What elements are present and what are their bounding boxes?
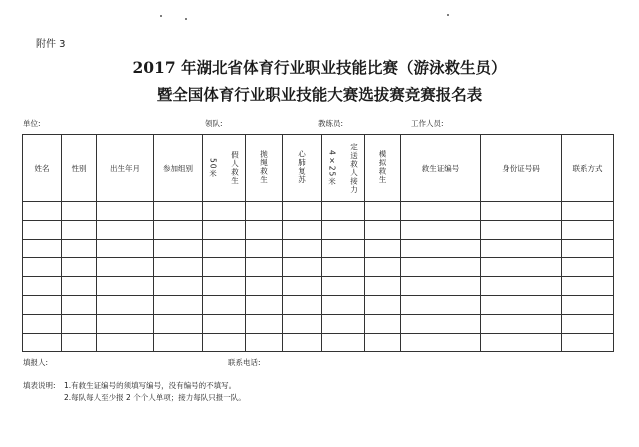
col-header-birth: 出生年月 bbox=[97, 135, 154, 202]
table-cell[interactable] bbox=[283, 202, 322, 221]
table-cell[interactable] bbox=[283, 220, 322, 239]
registration-table bbox=[22, 134, 614, 352]
table-cell[interactable] bbox=[283, 333, 322, 352]
table-cell[interactable] bbox=[154, 220, 203, 239]
table-cell[interactable] bbox=[562, 277, 614, 296]
note-line-1: 1.有救生证编号的须填写编号，没有编号的不填写。 bbox=[64, 381, 237, 390]
sim-rescue-label: 模拟救生 bbox=[378, 150, 387, 184]
table-cell[interactable] bbox=[322, 333, 365, 352]
table-cell[interactable] bbox=[97, 239, 154, 258]
table-cell[interactable] bbox=[365, 295, 401, 314]
table-cell[interactable] bbox=[246, 295, 283, 314]
table-cell[interactable] bbox=[154, 295, 203, 314]
table-cell[interactable] bbox=[62, 333, 97, 352]
table-cell[interactable] bbox=[62, 277, 97, 296]
col-header-cert-no: 救生证编号 bbox=[401, 135, 481, 202]
table-row bbox=[23, 333, 614, 352]
table-cell[interactable] bbox=[246, 333, 283, 352]
table-cell[interactable] bbox=[62, 202, 97, 221]
notes-prefix: 填表说明: bbox=[23, 381, 56, 390]
table-cell[interactable] bbox=[562, 258, 614, 277]
table-cell[interactable] bbox=[322, 239, 365, 258]
form-title-line1: 2017 年湖北省体育行业职业技能比赛（游泳救生员） bbox=[132, 58, 507, 77]
table-cell[interactable] bbox=[203, 314, 246, 333]
attachment-label: 附件 3 bbox=[36, 39, 66, 50]
table-cell[interactable] bbox=[203, 295, 246, 314]
table-cell[interactable] bbox=[23, 277, 62, 296]
table-cell[interactable] bbox=[23, 258, 62, 277]
table-cell[interactable] bbox=[562, 202, 614, 221]
table-row bbox=[23, 277, 614, 296]
table-cell[interactable] bbox=[62, 295, 97, 314]
table-cell[interactable] bbox=[322, 314, 365, 333]
table-cell[interactable] bbox=[154, 239, 203, 258]
table-cell[interactable] bbox=[246, 239, 283, 258]
table-cell[interactable] bbox=[562, 295, 614, 314]
table-cell[interactable] bbox=[97, 277, 154, 296]
table-cell[interactable] bbox=[401, 333, 481, 352]
table-cell[interactable] bbox=[97, 258, 154, 277]
col-header-sim-rescue bbox=[365, 135, 401, 202]
table-body bbox=[23, 202, 614, 352]
dummy-rescue-label: 假人救生 bbox=[230, 151, 240, 185]
table-cell[interactable] bbox=[481, 202, 562, 221]
table-cell[interactable] bbox=[97, 333, 154, 352]
table-cell[interactable] bbox=[481, 220, 562, 239]
table-cell[interactable] bbox=[154, 314, 203, 333]
table-cell[interactable] bbox=[401, 295, 481, 314]
cpr-label: 心肺复苏 bbox=[297, 150, 307, 184]
table-cell[interactable] bbox=[322, 295, 365, 314]
table-cell[interactable] bbox=[203, 277, 246, 296]
table-cell[interactable] bbox=[154, 333, 203, 352]
table-row bbox=[23, 258, 614, 277]
table-cell[interactable] bbox=[481, 258, 562, 277]
table-row bbox=[23, 295, 614, 314]
table-cell[interactable] bbox=[562, 220, 614, 239]
table-cell[interactable] bbox=[365, 239, 401, 258]
coach-field-label: 教练员: bbox=[318, 119, 344, 128]
table-header-row bbox=[23, 135, 614, 202]
table-cell[interactable] bbox=[62, 220, 97, 239]
col-header-rope-rescue bbox=[246, 135, 283, 202]
table-cell[interactable] bbox=[365, 314, 401, 333]
table-cell[interactable] bbox=[246, 277, 283, 296]
table-cell[interactable] bbox=[562, 314, 614, 333]
table-cell[interactable] bbox=[481, 239, 562, 258]
leader-field-label: 领队: bbox=[205, 119, 223, 128]
table-cell[interactable] bbox=[283, 258, 322, 277]
table-cell[interactable] bbox=[283, 277, 322, 296]
table-cell[interactable] bbox=[365, 333, 401, 352]
table-cell[interactable] bbox=[203, 202, 246, 221]
col-header-gender: 性别 bbox=[62, 135, 97, 202]
table-cell[interactable] bbox=[203, 220, 246, 239]
table-cell[interactable] bbox=[322, 202, 365, 221]
table-cell[interactable] bbox=[322, 258, 365, 277]
col-header-group: 参加组别 bbox=[154, 135, 203, 202]
table-cell[interactable] bbox=[481, 333, 562, 352]
table-cell[interactable] bbox=[365, 220, 401, 239]
table-cell[interactable] bbox=[23, 333, 62, 352]
table-cell[interactable] bbox=[401, 202, 481, 221]
table-cell[interactable] bbox=[401, 220, 481, 239]
relay-label: 定送救人接力 bbox=[349, 142, 359, 194]
table-cell[interactable] bbox=[23, 314, 62, 333]
note-line-2: 2.每队每人至少报 2 个个人单项；接力每队只报一队。 bbox=[64, 393, 246, 402]
table-cell[interactable] bbox=[62, 314, 97, 333]
table-cell[interactable] bbox=[365, 277, 401, 296]
table-cell[interactable] bbox=[23, 220, 62, 239]
col-header-dummy-rescue bbox=[203, 135, 246, 202]
table-cell[interactable] bbox=[246, 258, 283, 277]
table-cell[interactable] bbox=[481, 314, 562, 333]
col-header-contact: 联系方式 bbox=[562, 135, 614, 202]
col-header-name: 姓名 bbox=[23, 135, 62, 202]
table-cell[interactable] bbox=[562, 239, 614, 258]
unit-field-label: 单位: bbox=[23, 119, 41, 128]
table-cell[interactable] bbox=[401, 277, 481, 296]
table-cell[interactable] bbox=[246, 314, 283, 333]
table-cell[interactable] bbox=[23, 239, 62, 258]
table-cell[interactable] bbox=[203, 333, 246, 352]
scan-speck bbox=[160, 15, 162, 17]
table-cell[interactable] bbox=[481, 295, 562, 314]
col-header-id-no: 身份证号码 bbox=[481, 135, 562, 202]
table-cell[interactable] bbox=[62, 239, 97, 258]
table-cell[interactable] bbox=[401, 258, 481, 277]
table-cell[interactable] bbox=[154, 202, 203, 221]
table-cell[interactable] bbox=[322, 220, 365, 239]
table-cell[interactable] bbox=[203, 239, 246, 258]
scan-speck bbox=[185, 18, 187, 20]
table-cell[interactable] bbox=[154, 277, 203, 296]
table-cell[interactable] bbox=[322, 277, 365, 296]
table-cell[interactable] bbox=[246, 220, 283, 239]
reporter-label: 填报人: bbox=[23, 358, 49, 367]
col-header-cpr bbox=[283, 135, 322, 202]
table-cell[interactable] bbox=[283, 314, 322, 333]
table-cell[interactable] bbox=[283, 295, 322, 314]
staff-field-label: 工作人员: bbox=[411, 119, 444, 128]
table-cell[interactable] bbox=[481, 277, 562, 296]
table-row bbox=[23, 314, 614, 333]
table-cell[interactable] bbox=[401, 239, 481, 258]
table-cell[interactable] bbox=[246, 202, 283, 221]
table-cell[interactable] bbox=[562, 333, 614, 352]
table-cell[interactable] bbox=[365, 202, 401, 221]
phone-label: 联系电话: bbox=[228, 358, 261, 367]
table-cell[interactable] bbox=[97, 202, 154, 221]
table-cell[interactable] bbox=[203, 258, 246, 277]
dummy-rescue-distance: 50米 bbox=[208, 157, 218, 179]
table-cell[interactable] bbox=[401, 314, 481, 333]
table-row bbox=[23, 202, 614, 221]
table-cell[interactable] bbox=[97, 295, 154, 314]
form-title-line2: 暨全国体育行业职业技能大赛选拔赛竞赛报名表 bbox=[156, 85, 483, 104]
col-header-relay bbox=[322, 135, 365, 202]
table-row bbox=[23, 239, 614, 258]
table-cell[interactable] bbox=[97, 220, 154, 239]
scan-speck bbox=[447, 14, 449, 16]
table-cell[interactable] bbox=[283, 239, 322, 258]
table-row bbox=[23, 220, 614, 239]
table-cell[interactable] bbox=[23, 202, 62, 221]
relay-distance: 4×25米 bbox=[327, 150, 337, 186]
rope-rescue-label: 抛绳救生 bbox=[259, 150, 269, 184]
table-cell[interactable] bbox=[154, 258, 203, 277]
table-cell[interactable] bbox=[62, 258, 97, 277]
table-cell[interactable] bbox=[365, 258, 401, 277]
table-cell[interactable] bbox=[23, 295, 62, 314]
table-cell[interactable] bbox=[97, 314, 154, 333]
